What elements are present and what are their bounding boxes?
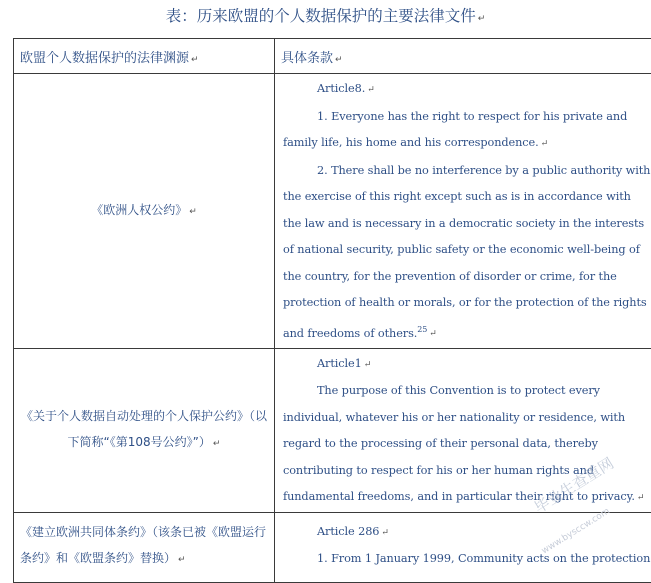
source-cell: 《建立欧洲共同体条约》（该条已被《欧盟运行条约》和《欧盟条约》替换） ↵ [14, 512, 275, 582]
clause-paragraph: 1. From 1 January 1999, Community acts on the protection [283, 546, 651, 573]
clause-paragraph: Article 286 ↵ [283, 519, 651, 547]
clause-paragraph: Article1 ↵ [283, 351, 651, 379]
table-header-row [14, 39, 651, 74]
clause-paragraph: 1. Everyone has the right to respect for his private and family life, his home and his correspondence. ↵ [283, 104, 651, 158]
watermark: 毕业生查重网 [530, 452, 617, 518]
clause-paragraph: 2. There shall be no interference by a public authority with the exercise of this right except such as is in accordance with the law and is necessary in a democratic society in the interests of national security, public safety or the economic well-being of the country, for the prevention of disorder or crime, for the protection of health or morals, or for the protection of the rights and freedoms of others.$^{25}$↵ [283, 158, 651, 348]
header-source-cell: 欧盟个人数据保护的法律渊源 ↵ [14, 39, 275, 74]
table-row [14, 74, 651, 349]
clause-cell [275, 348, 651, 512]
source-cell: 《欧洲人权公约》 ↵ [14, 74, 275, 349]
watermark-url: www.bysccw.com [540, 506, 612, 556]
header-clauses-cell: 具体条款 ↵ [275, 39, 651, 74]
clause-cell [275, 74, 651, 349]
page-title: 表：历来欧盟的个人数据保护的主要法律文件 ↵ [0, 4, 651, 26]
clause-paragraph: Article8. ↵ [283, 76, 651, 104]
clause-paragraph: The purpose of this Convention is to protect every individual, whatever his or her nationality or residence, with regard to the processing of their personal data, thereby contributing to respect for his or her human rights and fundamental freedoms, and in particular their right to privacy. ↵ [283, 378, 651, 512]
footnote-ref: 25 [417, 325, 427, 334]
source-cell: 《关于个人数据自动处理的个人保护公约》（以下简称“《第108号公约》”） ↵ [14, 348, 275, 512]
